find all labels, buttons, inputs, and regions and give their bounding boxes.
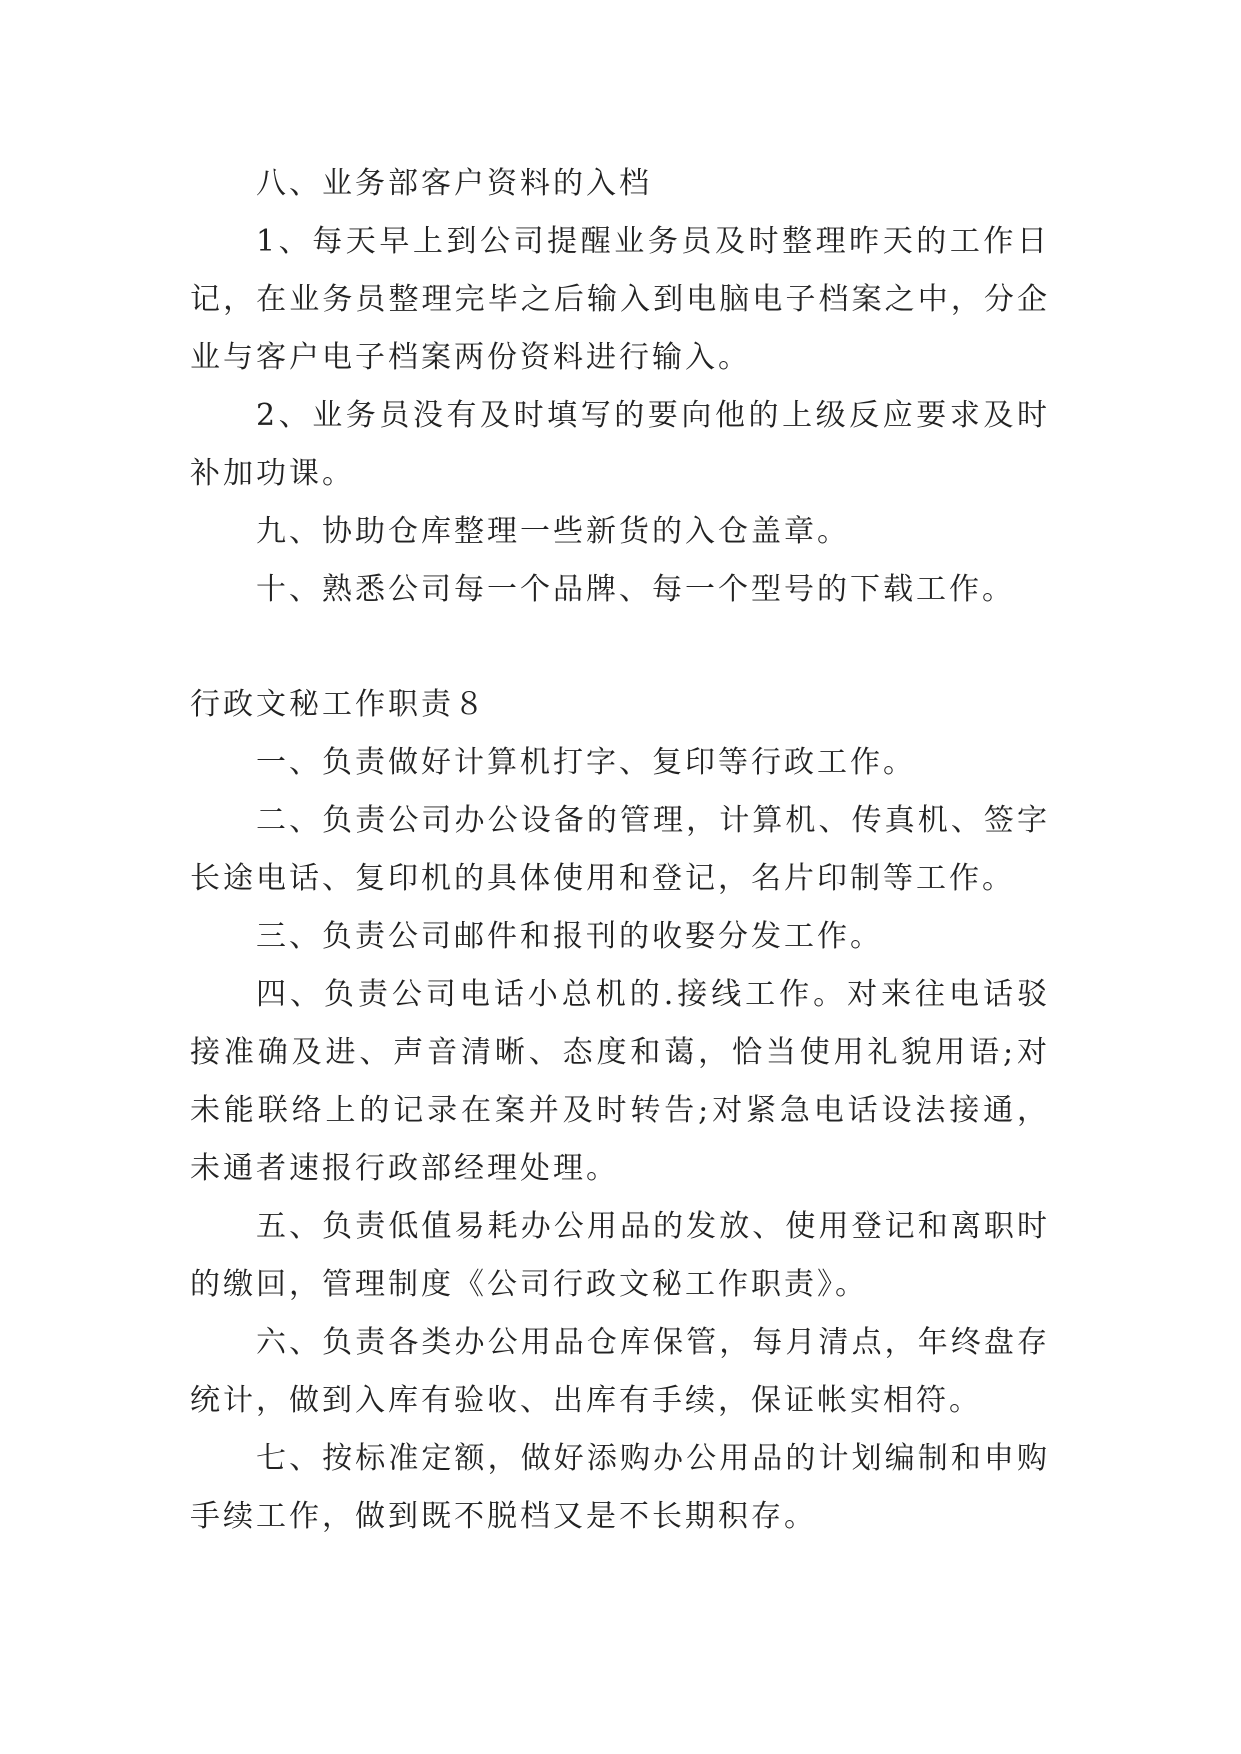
duty-item-3: 三、负责公司邮件和报刊的收娶分发工作。 bbox=[256, 919, 883, 954]
section-gap bbox=[190, 619, 1050, 676]
duty-item-4: 四、负责公司电话小总机的.接线工作。对来往电话驳接准确及进、声音清晰、态度和蔼，恰当使用礼貌用语;对未能联络上的记录在案并及时转告;对紧急电话设法接通，未通者速报行政部经理处理。 bbox=[190, 977, 1050, 1186]
duty-item-5: 五、负责低值易耗办公用品的发放、使用登记和离职时的缴回，管理制度《公司行政文秘工作职责》。 bbox=[190, 1209, 1050, 1302]
paragraph-item-1: 1、每天早上到公司提醒业务员及时整理昨天的工作日记，在业务员整理完毕之后输入到电脑电子档案之中，分企业与客户电子档案两份资料进行输入。 bbox=[190, 224, 1050, 375]
document-body bbox=[190, 155, 1050, 1546]
duty-item-2: 二、负责公司办公设备的管理，计算机、传真机、签字长途电话、复印机的具体使用和登记，名片印制等工作。 bbox=[190, 803, 1050, 896]
section-item-10: 十、熟悉公司每一个品牌、每一个型号的下载工作。 bbox=[256, 572, 1015, 607]
paragraph-item-2: 2、业务员没有及时填写的要向他的上级反应要求及时补加功课。 bbox=[190, 398, 1050, 491]
duty-item-1: 一、负责做好计算机打字、复印等行政工作。 bbox=[256, 745, 916, 780]
section-item-9: 九、协助仓库整理一些新货的入仓盖章。 bbox=[256, 514, 850, 549]
duty-item-6: 六、负责各类办公用品仓库保管，每月清点，年终盘存统计，做到入库有验收、出库有手续，保证帐实相符。 bbox=[190, 1325, 1050, 1418]
section-item-8-heading: 八、业务部客户资料的入档 bbox=[256, 166, 652, 201]
section-title: 行政文秘工作职责８ bbox=[190, 687, 487, 722]
duty-item-7: 七、按标准定额，做好添购办公用品的计划编制和申购手续工作，做到既不脱档又是不长期积存。 bbox=[190, 1441, 1050, 1534]
